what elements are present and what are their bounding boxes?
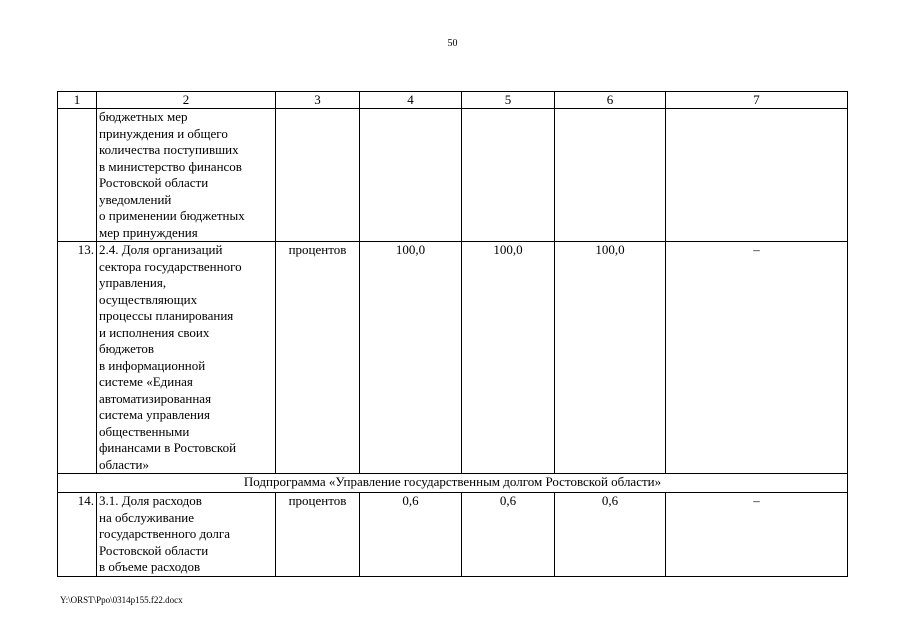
note-cell: – xyxy=(666,242,848,474)
value-cell xyxy=(555,109,666,242)
value-cell: 100,0 xyxy=(360,242,462,474)
value-cell: 100,0 xyxy=(555,242,666,474)
subprogram-row xyxy=(58,474,848,493)
indicator-name: 3.1. Доля расходов на обслуживание государственного долга Ростовской области в объеме расходов xyxy=(97,493,276,577)
page-number: 50 xyxy=(447,38,458,49)
table-row xyxy=(58,242,848,474)
file-path-footer: Y:\ORST\Ppo\0314p155.f22.docx xyxy=(60,595,183,605)
subprogram-title: Подпрограмма «Управление государственным долгом Ростовской области» xyxy=(58,474,848,493)
column-header: 5 xyxy=(462,92,555,109)
indicator-name: 2.4. Доля организаций сектора государственного управления, осуществляющих процессы планирования и исполнения своих бюджетов в информационной системе «Единая автоматизированная система управления общественными финансами в Ростовской области» xyxy=(97,242,276,474)
value-cell: 0,6 xyxy=(462,493,555,577)
unit-cell: процентов xyxy=(276,493,360,577)
note-cell: – xyxy=(666,493,848,577)
table-header-row xyxy=(58,92,848,109)
row-number: 13. xyxy=(58,242,97,474)
row-number xyxy=(58,109,97,242)
column-header: 1 xyxy=(58,92,97,109)
column-header: 6 xyxy=(555,92,666,109)
value-cell: 0,6 xyxy=(360,493,462,577)
unit-cell xyxy=(276,109,360,242)
table-row xyxy=(58,109,848,242)
value-cell xyxy=(360,109,462,242)
column-header: 3 xyxy=(276,92,360,109)
indicators-table xyxy=(57,91,848,577)
value-cell xyxy=(462,109,555,242)
note-cell xyxy=(666,109,848,242)
column-header: 2 xyxy=(97,92,276,109)
table-row xyxy=(58,493,848,577)
column-header: 7 xyxy=(666,92,848,109)
column-header: 4 xyxy=(360,92,462,109)
indicator-name: бюджетных мер принуждения и общего количества поступивших в министерство финансов Ростовской области уведомлений о применении бюджетных мер принуждения xyxy=(97,109,276,242)
value-cell: 0,6 xyxy=(555,493,666,577)
value-cell: 100,0 xyxy=(462,242,555,474)
unit-cell: процентов xyxy=(276,242,360,474)
row-number: 14. xyxy=(58,493,97,577)
